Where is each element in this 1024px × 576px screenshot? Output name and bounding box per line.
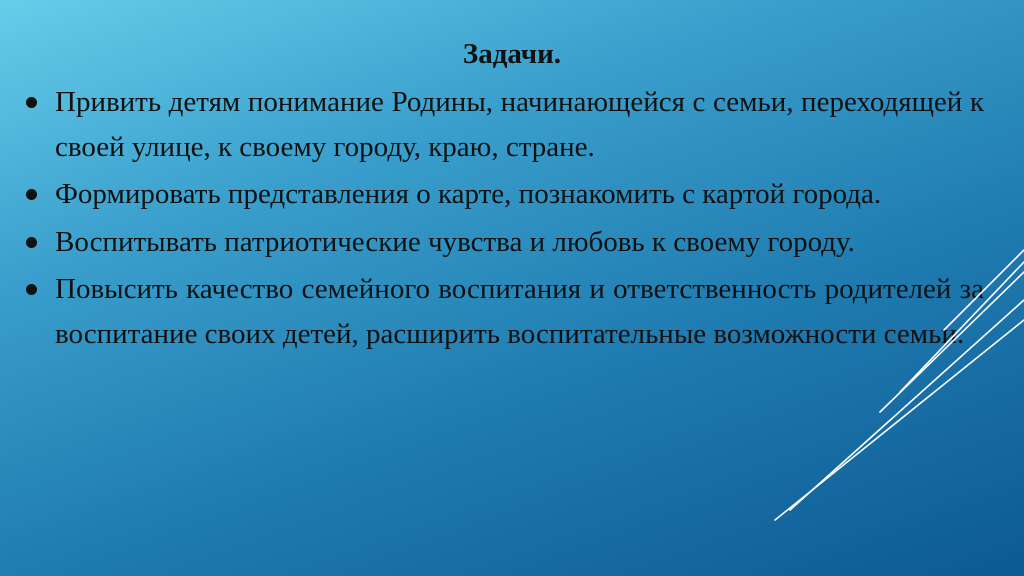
task-text-3: Воспитывать патриотические чувства и любовь к своему городу. bbox=[55, 225, 855, 258]
task-list bbox=[22, 80, 984, 359]
task-text-1: Привить детям понимание Родины, начинающейся с семьи, переходящей к своей улице, к своему городу, краю, стране. bbox=[55, 86, 984, 163]
task-item-2 bbox=[22, 172, 984, 217]
bullet-dot-icon bbox=[26, 237, 37, 248]
slide-title: Задачи. bbox=[462, 38, 562, 70]
bullet-dot-icon bbox=[26, 284, 37, 295]
task-item-3 bbox=[22, 220, 984, 265]
task-item-4 bbox=[22, 267, 984, 356]
task-text-2: Формировать представления о карте, познакомить с картой города. bbox=[55, 178, 882, 210]
task-text-4: Повысить качество семейного воспитания и ответственность родителей за воспитание своих детей, расширить воспитательные возможности семьи. bbox=[55, 273, 984, 350]
bullet-dot-icon bbox=[26, 97, 37, 108]
task-item-1 bbox=[22, 80, 984, 169]
bullet-dot-icon bbox=[26, 189, 37, 200]
